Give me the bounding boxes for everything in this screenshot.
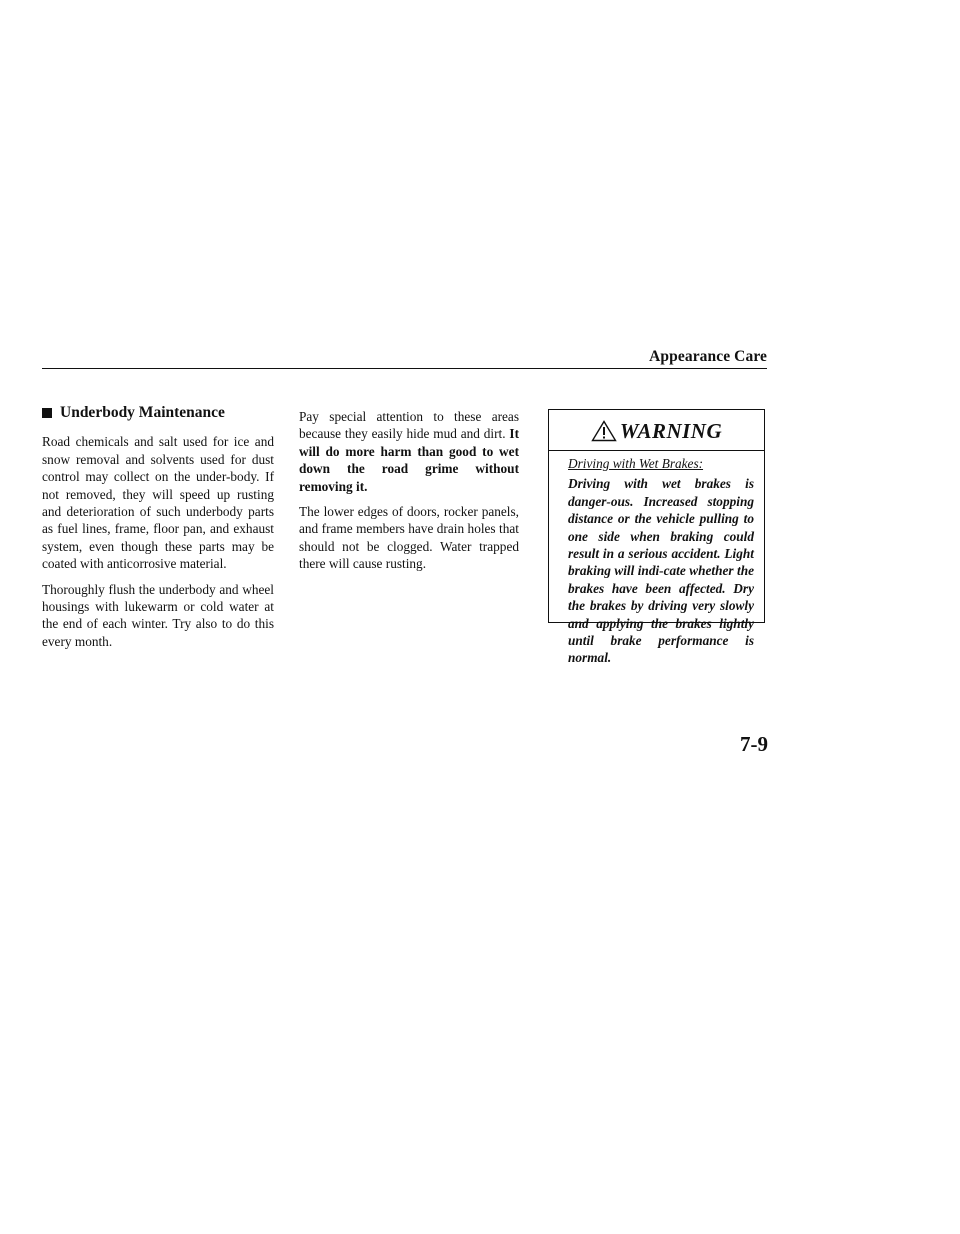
warning-title: WARNING [619,418,723,443]
warning-text: Driving with wet brakes is danger-ous. Increased stopping distance or the vehicle pulling to one side when braking could result in a serious accident. Light braking will indi-cate whether the brakes have been affected. Dry the brakes by driving very slowly and applying the brakes lightly until brake performance is normal. [568,476,754,666]
filled-square-icon [42,408,52,418]
warning-body [549,451,764,667]
attention-paragraph [299,408,519,495]
page-number: 7-9 [740,732,768,756]
section-heading-text: Underbody Maintenance [60,404,225,421]
header-divider [42,368,767,369]
attention-bold-text: It will do more harm than good to wet down the road grime without removing it. [299,426,519,494]
middle-column [299,408,519,581]
section-heading [42,404,274,421]
warning-box [548,409,765,666]
underbody-paragraph-1: Road chemicals and salt used for ice and snow removal and solvents used for dust control may collect on the under-body. If not removed, they will speed up rusting and deterioration of such underbody parts as fuel lines, frame, floor pan, and exhaust system, even though these parts may be coated with anticorrosive material. [42,434,274,572]
warning-triangle-icon [591,420,617,442]
attention-text: Pay special attention to these areas because they easily hide mud and dirt. [299,409,519,442]
warning-header [549,418,764,444]
section-header-title: Appearance Care [649,348,767,365]
drain-holes-paragraph: The lower edges of doors, rocker panels, and frame members have drain holes that should not be clogged. Water trapped there will cause rusting. [299,504,519,572]
left-column [42,404,274,658]
underbody-paragraph-2: Thoroughly flush the underbody and wheel housings with lukewarm or cold water at the end of each winter. Try also to do this every month. [42,581,274,649]
warning-subtitle: Driving with Wet Brakes: [568,456,704,471]
